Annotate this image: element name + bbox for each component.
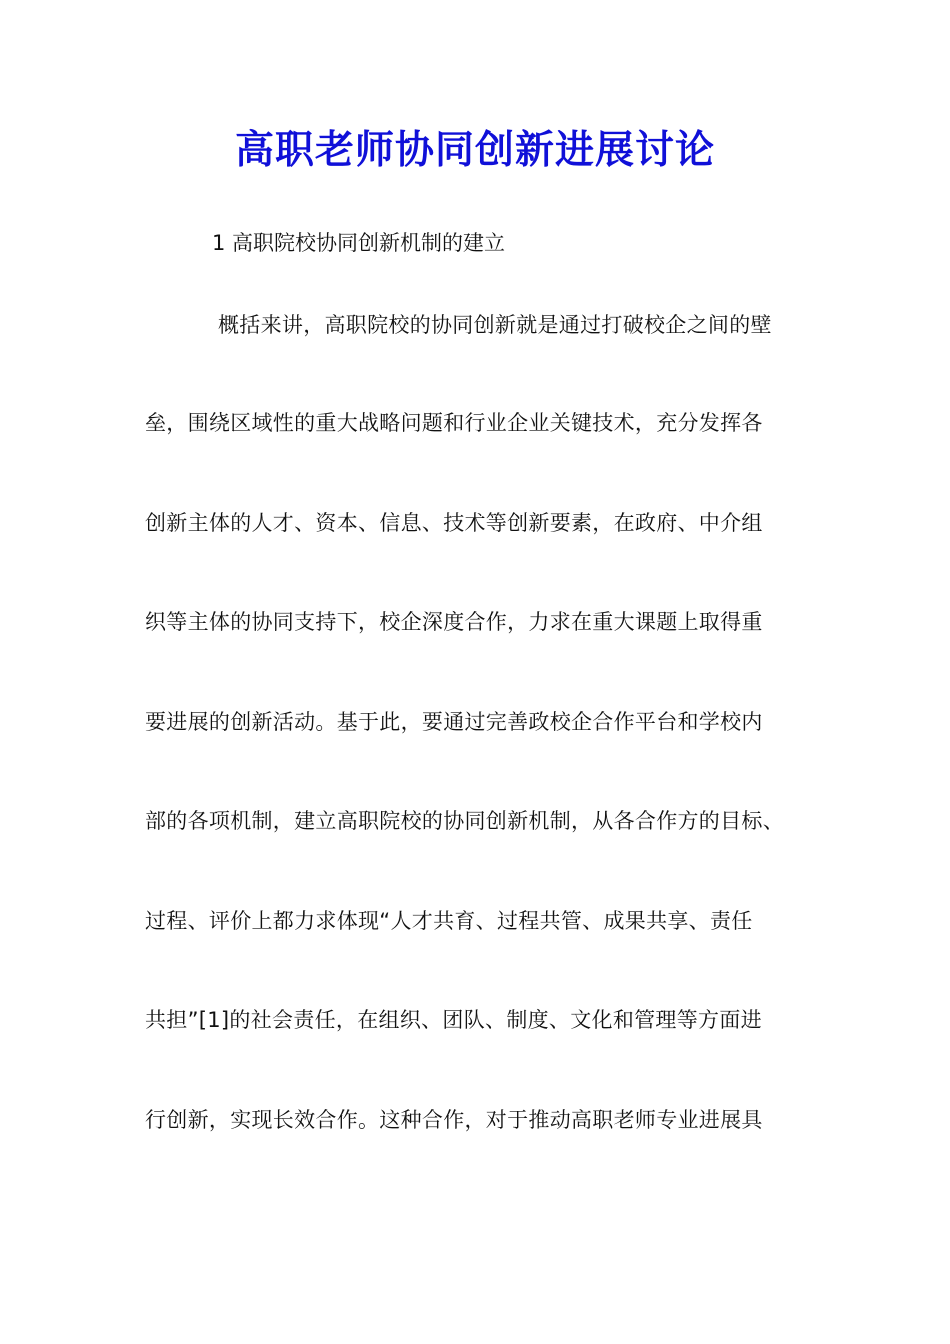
paragraph-line: 共担”[1]的社会责任，在组织、团队、制度、文化和管理等方面进 (145, 1008, 762, 1032)
paragraph-line: 部的各项机制，建立高职院校的协同创新机制，从各合作方的目标、 (145, 809, 784, 833)
paragraph-line: 垒，围绕区域性的重大战略问题和行业企业关键技术，充分发挥各 (145, 411, 763, 435)
paragraph-line: 概括来讲，高职院校的协同创新就是通过打破校企之间的壁 (218, 313, 772, 337)
paragraph-line: 行创新，实现长效合作。这种合作，对于推动高职老师专业进展具 (145, 1108, 763, 1132)
section-heading: 1 高职院校协同创新机制的建立 (212, 231, 506, 255)
paragraph-line: 要进展的创新活动。基于此，要通过完善政校企合作平台和学校内 (145, 710, 763, 734)
paragraph-line: 过程、评价上都力求体现“人才共育、过程共管、成果共享、责任 (145, 909, 753, 933)
paragraph-line: 创新主体的人才、资本、信息、技术等创新要素，在政府、中介组 (145, 511, 763, 535)
document-title: 高职老师协同创新进展讨论 (234, 127, 715, 173)
paragraph-line: 织等主体的协同支持下，校企深度合作，力求在重大课题上取得重 (145, 610, 763, 634)
